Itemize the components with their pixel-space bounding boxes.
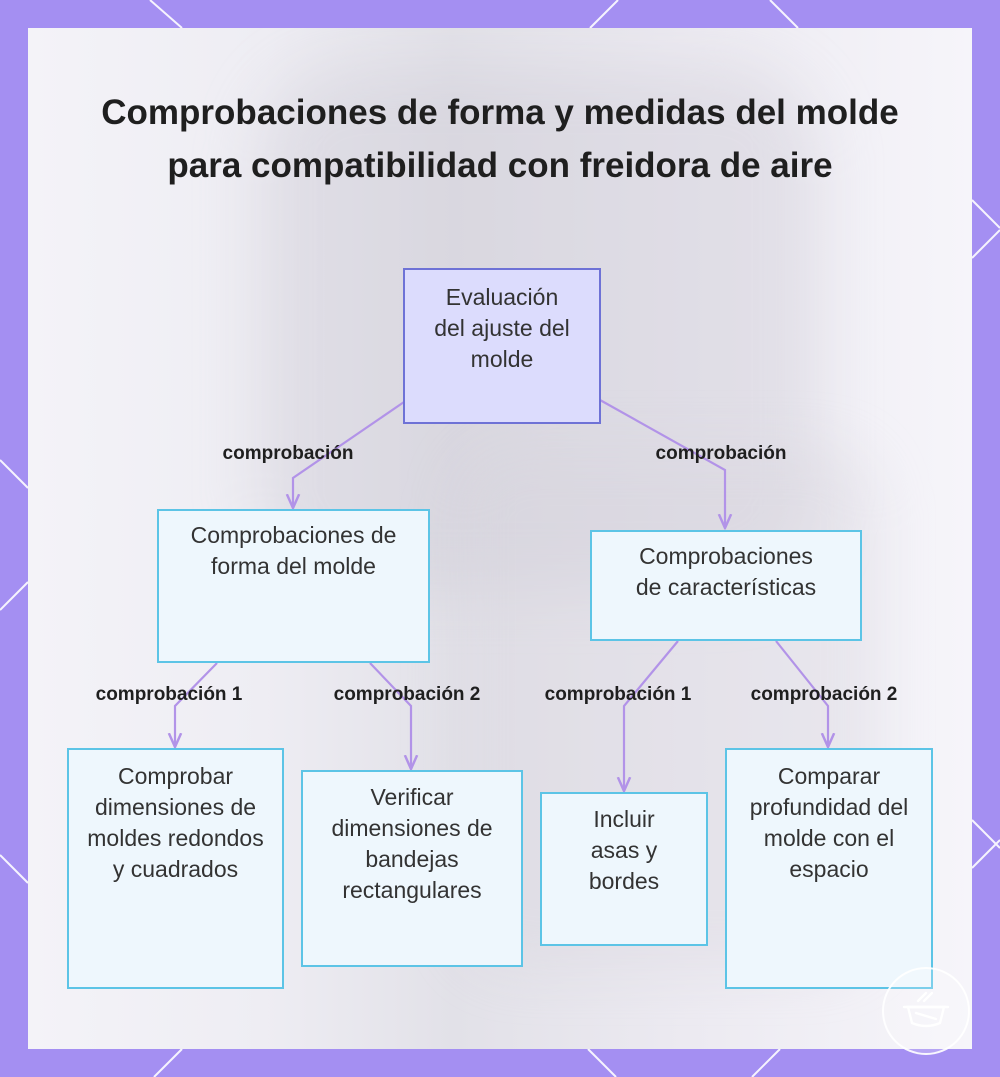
node-rect-trays-label: Verificar dimensiones de bandejas rectangulares <box>331 784 493 903</box>
node-shape-checks <box>157 509 430 663</box>
node-handles-edges-label: Incluir asas y bordes <box>588 806 660 894</box>
edge-label-root-features: comprobación <box>655 443 787 464</box>
edge-label-shape-rect: comprobación 2 <box>333 684 481 705</box>
node-shape-checks-label: Comprobaciones de forma del molde <box>190 522 397 579</box>
diagram-title: Comprobaciones de forma y medidas del molde para compatibilidad con freidora de aire <box>101 93 899 185</box>
node-feature-checks-label: Comprobaciones de características <box>635 543 817 600</box>
edge-label-root-shape: comprobación <box>222 443 354 464</box>
node-round-square <box>67 748 284 989</box>
node-feature-checks <box>590 530 862 641</box>
node-handles-edges <box>540 792 708 946</box>
node-rect-trays <box>301 770 523 967</box>
cooking-pot-icon <box>882 967 970 1055</box>
node-round-square-label: Comprobar dimensiones de moldes redondos y cuadrados <box>87 763 264 882</box>
edge-label-features-depth: comprobación 2 <box>750 684 898 705</box>
node-depth-space <box>725 748 933 989</box>
node-root <box>403 268 601 424</box>
node-depth-space-label: Comparar profundidad del molde con el espacio <box>749 763 909 882</box>
connector-features-handles <box>624 641 678 791</box>
node-root-label: Evaluación del ajuste del molde <box>434 284 570 372</box>
edge-label-features-handles: comprobación 1 <box>544 684 692 705</box>
edge-label-shape-round: comprobación 1 <box>95 684 243 705</box>
connector-shape-rect <box>370 663 411 769</box>
